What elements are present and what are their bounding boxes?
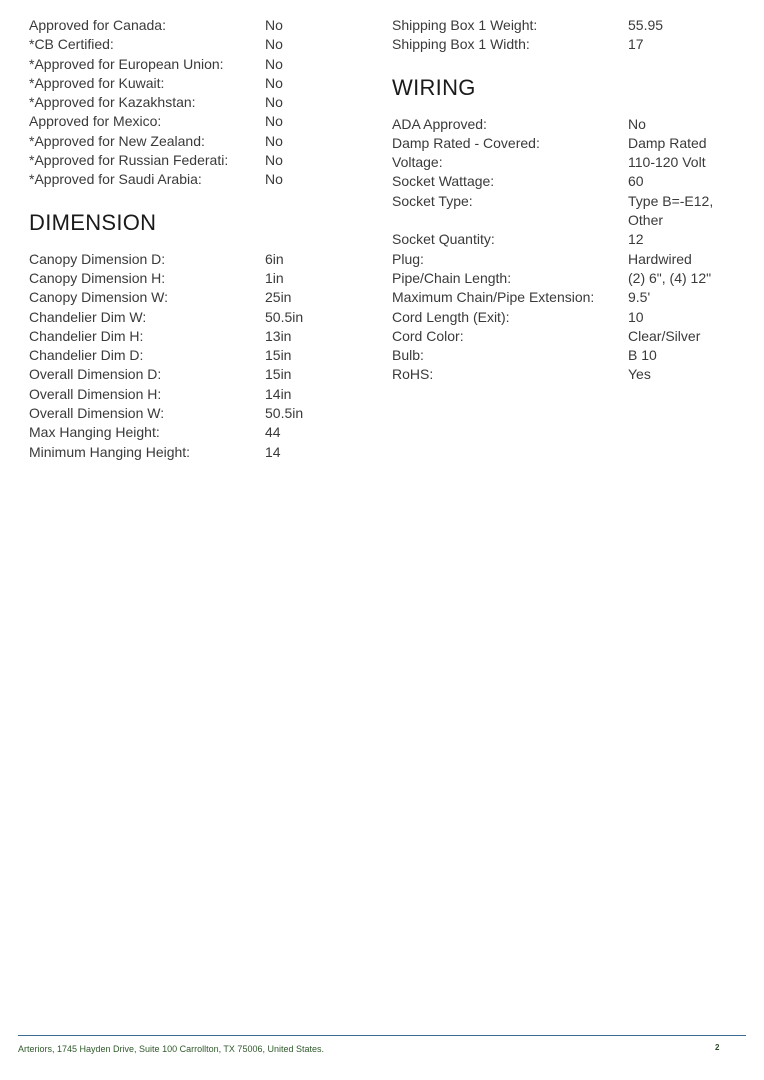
spec-value: No: [265, 74, 283, 91]
spec-label: Canopy Dimension D:: [29, 250, 166, 267]
spec-value: No: [265, 55, 283, 72]
spec-value: 6in: [265, 250, 284, 267]
right-column: [392, 16, 742, 385]
spec-row: [29, 132, 369, 151]
spec-value: Clear/Silver: [628, 327, 701, 344]
spec-row: [29, 327, 369, 346]
spec-row: [392, 269, 742, 288]
spec-value: B 10: [628, 347, 657, 364]
spec-value: 9.5': [628, 289, 651, 306]
spec-row: [29, 16, 369, 35]
spec-label: Socket Type:: [392, 192, 473, 209]
spec-label: Canopy Dimension W:: [29, 289, 169, 306]
spec-row: [392, 230, 742, 249]
spec-row: [29, 170, 369, 189]
dimension-section: [29, 250, 369, 462]
spec-row: [29, 443, 369, 462]
spec-value: No: [265, 17, 283, 33]
spec-value: 17: [628, 36, 644, 53]
spec-value: 1in: [265, 269, 284, 286]
spec-value: 14: [265, 443, 281, 460]
spec-label: *Approved for Kazakhstan:: [29, 94, 196, 111]
spec-label: Plug:: [392, 250, 424, 267]
spec-label: Cord Color:: [392, 327, 464, 344]
spec-row: [392, 288, 742, 307]
spec-label: Socket Wattage:: [392, 173, 495, 190]
spec-row: [29, 308, 369, 327]
spec-label: Overall Dimension D:: [29, 366, 162, 383]
spec-row: [392, 153, 742, 172]
spec-value: Yes: [628, 366, 651, 383]
spec-row: [29, 55, 369, 74]
spec-row: [392, 192, 742, 231]
spec-row: [392, 250, 742, 269]
spec-label: *Approved for Saudi Arabia:: [29, 171, 202, 188]
spec-value: No: [265, 94, 283, 111]
spec-value: No: [265, 113, 283, 130]
spec-value: 50.5in: [265, 308, 304, 325]
section-heading-dimension: DIMENSION: [29, 209, 157, 235]
left-column: [29, 16, 369, 462]
spec-value: No: [265, 152, 283, 169]
spec-label: Damp Rated - Covered:: [392, 134, 540, 151]
spec-label: Chandelier Dim H:: [29, 327, 144, 344]
spec-row: [392, 16, 742, 35]
spec-label: Minimum Hanging Height:: [29, 443, 191, 460]
spec-value: 50.5in: [265, 405, 304, 422]
wiring-section: [392, 115, 742, 385]
spec-label: *Approved for European Union:: [29, 55, 224, 72]
spec-value-line: Type B=-E12,: [628, 192, 714, 209]
spec-row: [392, 172, 742, 191]
spec-row: [29, 112, 369, 131]
spec-value: 60: [628, 173, 644, 190]
spec-row: [29, 151, 369, 170]
spec-label: Maximum Chain/Pipe Extension:: [392, 289, 595, 306]
spec-label: Canopy Dimension H:: [29, 269, 166, 286]
spec-row: [29, 346, 369, 365]
approvals-section: [29, 16, 369, 190]
footer-rule: [18, 1035, 746, 1036]
spec-label: Cord Length (Exit):: [392, 308, 510, 325]
spec-row: [29, 423, 369, 442]
spec-row: [392, 346, 742, 365]
spec-row: [29, 93, 369, 112]
spec-row: [29, 269, 369, 288]
spec-value: 55.95: [628, 17, 664, 33]
spec-row: [29, 385, 369, 404]
spec-row: [29, 365, 369, 384]
spec-label: Overall Dimension W:: [29, 405, 165, 422]
spec-label: Bulb:: [392, 347, 424, 364]
spec-value: 110-120 Volt: [628, 154, 706, 171]
spec-label: Approved for Canada:: [29, 17, 166, 33]
spec-value: (2) 6", (4) 12": [628, 269, 712, 286]
spec-value-line: Other: [628, 212, 664, 229]
spec-value: 14in: [265, 385, 292, 402]
spec-label: *Approved for New Zealand:: [29, 132, 205, 149]
spec-label: Overall Dimension H:: [29, 385, 162, 402]
spec-value: 15in: [265, 366, 292, 383]
spec-row: [392, 134, 742, 153]
spec-value: 12: [628, 231, 644, 248]
spec-value: No: [265, 171, 283, 188]
spec-label: Chandelier Dim W:: [29, 308, 147, 325]
spec-row: [392, 327, 742, 346]
spec-row: [392, 35, 742, 54]
spec-label: Voltage:: [392, 154, 443, 171]
spec-row: [392, 115, 742, 134]
spec-row: [29, 250, 369, 269]
spec-label: *Approved for Kuwait:: [29, 74, 165, 91]
spec-label: Chandelier Dim D:: [29, 347, 144, 364]
spec-label: Shipping Box 1 Weight:: [392, 17, 538, 33]
spec-label: Shipping Box 1 Width:: [392, 36, 530, 53]
spec-label: *CB Certified:: [29, 36, 114, 53]
spec-value: 10: [628, 308, 644, 325]
spec-value: 15in: [265, 347, 292, 364]
spec-label: *Approved for Russian Federati:: [29, 152, 229, 169]
spec-label: Pipe/Chain Length:: [392, 269, 512, 286]
spec-row: [29, 288, 369, 307]
spec-value: Damp Rated: [628, 134, 707, 151]
spec-label: Max Hanging Height:: [29, 424, 160, 441]
spec-value: No: [265, 132, 283, 149]
shipping-section: [392, 16, 742, 55]
spec-row: [29, 74, 369, 93]
section-heading-wiring: WIRING: [392, 74, 476, 100]
spec-value: No: [265, 36, 283, 53]
footer-address: Arteriors, 1745 Hayden Drive, Suite 100 Carrollton, TX 75006, United States.: [18, 1044, 324, 1054]
spec-label: RoHS:: [392, 366, 434, 383]
page-number: 2: [715, 1043, 720, 1052]
spec-row: [29, 35, 369, 54]
spec-label: Socket Quantity:: [392, 231, 495, 248]
spec-value: [628, 192, 742, 231]
spec-value: No: [628, 115, 646, 132]
spec-row: [392, 308, 742, 327]
spec-value: 25in: [265, 289, 292, 306]
spec-row: [392, 365, 742, 384]
spec-value: 44: [265, 424, 281, 441]
spec-value: 13in: [265, 327, 292, 344]
spec-label: Approved for Mexico:: [29, 113, 162, 130]
spec-value: Hardwired: [628, 250, 692, 267]
spec-label: ADA Approved:: [392, 115, 487, 132]
spec-row: [29, 404, 369, 423]
